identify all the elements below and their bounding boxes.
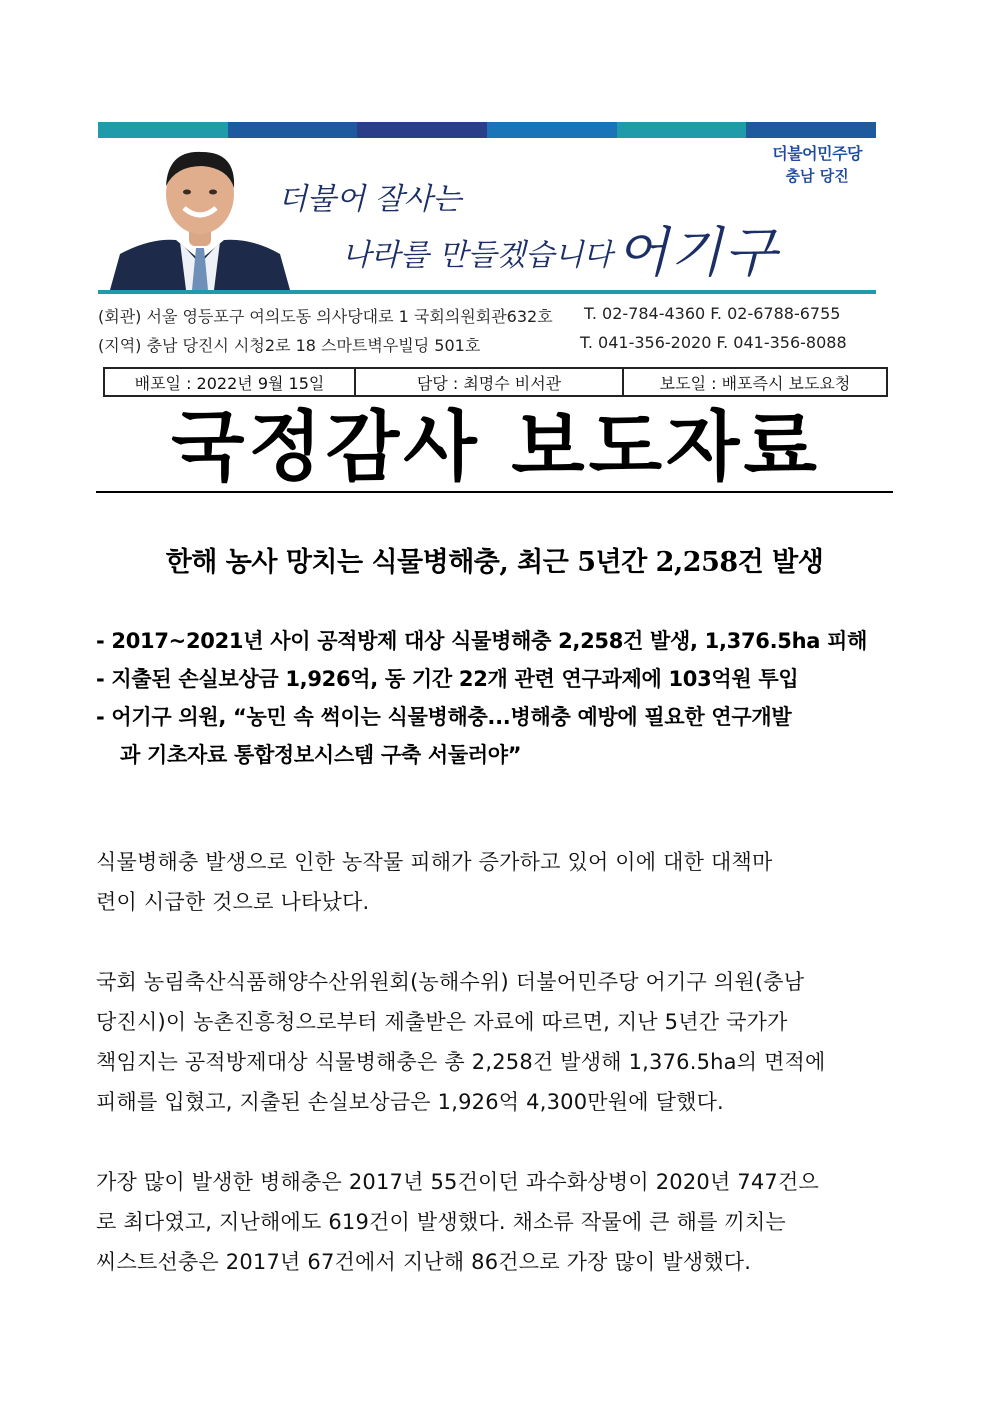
summary-bullets xyxy=(96,622,896,774)
release-date: 배포일 : 2022년 9월 15일 xyxy=(134,373,325,393)
body-paragraph xyxy=(96,842,896,922)
banner-bottom-rule xyxy=(98,290,876,294)
signature: 어기구 xyxy=(616,221,779,284)
paragraph-line: 로 최다였고, 지난해에도 619건이 발생했다. 채소류 작물에 큰 해를 끼치는 xyxy=(96,1210,786,1234)
party-name: 더불어민주당 xyxy=(772,144,862,163)
release-info-table xyxy=(103,367,888,397)
paragraph-line: 국회 농림축산식품해양수산위원회(농해수위) 더불어민주당 어기구 의원(충남 xyxy=(96,970,805,994)
paragraph-line: 피해를 입혔고, 지출된 손실보상금은 1,926억 4,300만원에 달했다. xyxy=(96,1090,724,1114)
title-divider xyxy=(96,491,893,493)
party-region: 충남 당진 xyxy=(785,167,849,185)
local-tel: T. 041-356-2020 F. 041-356-8088 xyxy=(580,333,847,352)
slogan-line-1: 더불어 잘사는 xyxy=(278,182,462,217)
slogan-line-2: 나라를 만들겠습니다 xyxy=(342,238,613,273)
politician-portrait xyxy=(110,142,290,290)
paragraph-line: 가장 많이 발생한 병해충은 2017년 55건이던 과수화상병이 2020년 747건으 xyxy=(96,1170,819,1194)
paragraph-line: 식물병해충 발생으로 인한 농작물 피해가 증가하고 있어 이에 대한 대책마 xyxy=(96,850,773,874)
hall-address: (회관) 서울 영등포구 여의도동 의사당대로 1 국회의원회관632호 xyxy=(98,307,553,326)
paragraph-line: 련이 시급한 것으로 나타났다. xyxy=(96,890,370,914)
banner-color-bar xyxy=(98,122,876,138)
paragraph-line: 당진시)이 농촌진흥청으로부터 제출받은 자료에 따르면, 지난 5년간 국가가 xyxy=(96,1010,788,1034)
header-banner xyxy=(98,122,876,294)
local-address-line xyxy=(98,333,847,356)
embargo-info: 보도일 : 배포즉시 보도요청 xyxy=(622,369,886,395)
paragraph-line: 책임지는 공적방제대상 식물병해충은 총 2,258건 발생해 1,376.5ha의 면적에 xyxy=(96,1050,826,1074)
hall-address-line xyxy=(98,304,841,327)
summary-bullet: - 2017~2021년 사이 공적방제 대상 식물병해충 2,258건 발생, 1,376.5ha 피해 xyxy=(96,629,868,653)
document-title: 국정감사 보도자료 xyxy=(171,402,821,491)
headline: 한해 농사 망치는 식물병해충, 최근 5년간 2,258건 발생 xyxy=(165,547,824,578)
summary-bullet: - 어기구 의원, “농민 속 썩이는 식물병해충...병해충 예방에 필요한 연구개발 xyxy=(96,705,792,729)
body-paragraph xyxy=(96,1162,896,1282)
local-address: (지역) 충남 당진시 시청2로 18 스마트벽우빌딩 501호 xyxy=(98,336,481,355)
summary-bullet: - 지출된 손실보상금 1,926억, 동 기간 22개 관련 연구과제에 103억원 투입 xyxy=(96,667,799,691)
body-paragraph xyxy=(96,962,896,1122)
party-logo xyxy=(772,141,862,186)
paragraph-line: 씨스트선충은 2017년 67건에서 지난해 86건으로 가장 많이 발생했다. xyxy=(96,1250,752,1274)
hall-tel: T. 02-784-4360 F. 02-6788-6755 xyxy=(584,304,841,323)
summary-bullet-continuation: 과 기초자료 통합정보시스템 구축 서둘러야” xyxy=(120,743,522,767)
contact-person: 담당 : 최명수 비서관 xyxy=(354,369,622,395)
